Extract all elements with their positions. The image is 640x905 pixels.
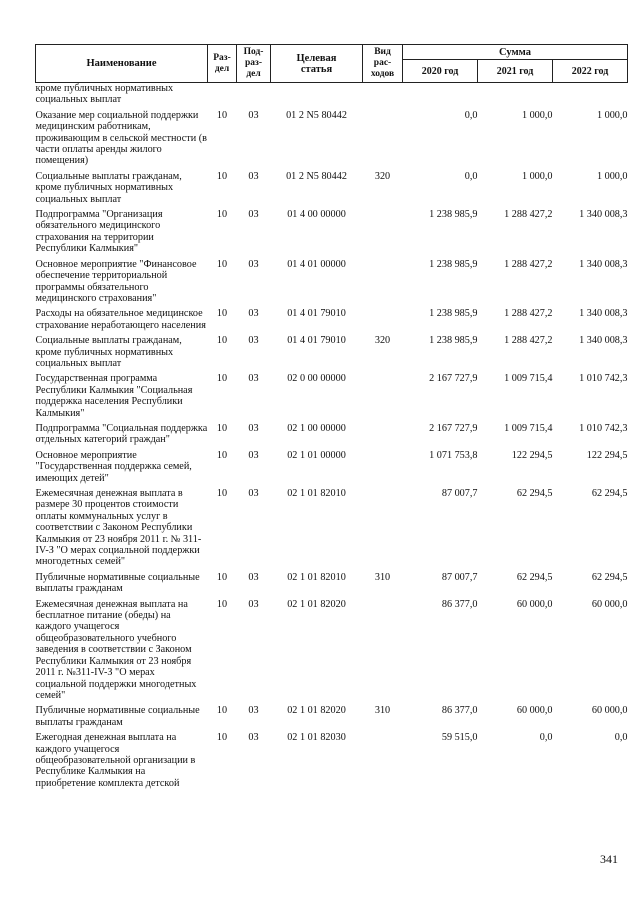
row-sum-2020: 0,0: [464, 170, 478, 182]
row-subsection: 03: [248, 449, 259, 461]
row-sum-2021: 60 000,0: [516, 705, 553, 717]
row-target: 01 4 00 00000: [287, 209, 346, 221]
row-target: 02 1 01 82010: [287, 488, 346, 499]
row-expense-type: [363, 208, 403, 258]
row-subsection: 03: [248, 488, 259, 499]
header-target: Целевая статья: [271, 45, 363, 83]
row-sum-2020: 1 238 985,9: [429, 209, 478, 221]
row-sum-2022: 1 340 008,3: [579, 209, 628, 221]
row-name: Подпрограмма "Организация обязательного медицинского страхования на территории Республики Калмыкия": [35, 209, 163, 255]
table-row: [36, 571, 628, 598]
row-sum-2022: 1 340 008,3: [579, 308, 628, 320]
row-name: Социальные выплаты гражданам, кроме публичных нормативных социальных выплат: [35, 335, 182, 369]
row-target: 01 2 N5 80442: [286, 109, 347, 121]
row-sum-2022: 60 000,0: [591, 705, 628, 717]
row-name: Публичные нормативные социальные выплаты гражданам: [35, 705, 200, 728]
row-name: Ежемесячная денежная выплата на бесплатное питание (обеды) на каждого учащегося общеобразовательного учебного заведения в соответствии с Законом Республики Калмыкия от 23 ноября 2011 г. №311-IV-З "О мерах социальной поддержки многодетных семей": [35, 598, 197, 701]
header-section: Раз- дел: [208, 45, 237, 83]
row-sum-2022: 60 000,0: [591, 598, 628, 610]
row-target: 01 2 N5 80442: [286, 170, 347, 182]
row-sum-2022: 0,0: [614, 732, 628, 744]
row-name: Подпрограмма "Социальная поддержка отдельных категорий граждан": [35, 422, 208, 446]
page-number: 341: [600, 852, 618, 866]
row-sum-2022: 1 340 008,3: [579, 258, 628, 270]
row-section: 10: [216, 170, 228, 182]
row-sum-2021: 1 288 427,2: [504, 335, 553, 347]
row-name: Основное мероприятие "Финансовое обеспечение территориальной программы обязательного медицинского страхования": [35, 258, 197, 304]
row-expense-type: 310: [374, 571, 391, 583]
row-expense-type: [363, 83, 403, 109]
row-sum-2021: 1 009 715,4: [504, 373, 553, 385]
row-sum-2020: 87 007,7: [441, 488, 478, 499]
row-sum-2020: [403, 83, 478, 109]
header-expense-type: Вид рас- ходов: [363, 45, 403, 83]
row-subsection: 03: [248, 209, 259, 221]
row-sum-2022: 1 340 008,3: [579, 335, 628, 347]
table-row: [36, 258, 628, 308]
row-name: Государственная программа Республики Калмыкия "Социальная поддержка населения Республики Калмыкия": [35, 373, 193, 419]
row-sum-2020: 2 167 727,9: [429, 422, 478, 434]
row-sum-2022: 1 010 742,3: [579, 373, 628, 385]
row-sum-2021: 1 009 715,4: [504, 422, 553, 434]
row-expense-type: [363, 258, 403, 308]
header-sum: Сумма: [403, 45, 628, 60]
row-sum-2020: 0,0: [464, 109, 478, 121]
row-section: 10: [216, 732, 228, 744]
row-subsection: 03: [248, 170, 259, 182]
row-target: 02 1 00 00000: [287, 422, 346, 434]
row-subsection: 03: [248, 258, 259, 270]
row-target: 02 1 01 82030: [287, 732, 346, 744]
row-target: 02 1 01 82010: [287, 571, 346, 583]
row-expense-type: [363, 731, 403, 792]
row-sum-2022: 62 294,5: [591, 488, 628, 499]
row-subsection: 03: [248, 109, 259, 121]
row-target: 02 0 00 00000: [287, 373, 346, 385]
header-subsection: Под- раз- дел: [237, 45, 271, 83]
row-subsection: 03: [248, 308, 259, 320]
row-target: 01 4 01 00000: [287, 258, 346, 270]
row-target: 02 1 01 82020: [287, 598, 346, 610]
row-sum-2021: [478, 83, 553, 109]
row-sum-2021: 62 294,5: [516, 488, 553, 499]
row-sum-2021: 0,0: [539, 732, 553, 744]
row-subsection: 03: [248, 598, 259, 610]
row-section: 10: [216, 422, 228, 434]
row-subsection: 03: [248, 732, 259, 744]
row-expense-type: [363, 487, 403, 571]
row-name: Социальные выплаты гражданам, кроме публичных нормативных социальных выплат: [35, 170, 182, 205]
row-sum-2020: 87 007,7: [441, 571, 478, 583]
table-row: [36, 334, 628, 372]
row-sum-2022: 62 294,5: [591, 571, 628, 583]
table-row: [36, 449, 628, 487]
row-section: 10: [216, 209, 228, 221]
row-sum-2021: 1 000,0: [521, 170, 553, 182]
row-subsection: 03: [248, 422, 259, 434]
row-subsection: 03: [248, 335, 259, 347]
row-expense-type: [363, 422, 403, 449]
row-expense-type: 320: [374, 170, 391, 182]
row-name: Публичные нормативные социальные выплаты гражданам: [35, 571, 200, 595]
row-sum-2020: 1 238 985,9: [429, 308, 478, 320]
row-expense-type: [363, 109, 403, 170]
table-row: [36, 598, 628, 705]
header-year-2020: 2020 год: [403, 60, 478, 83]
header-year-2022: 2022 год: [553, 60, 628, 83]
row-name: Расходы на обязательное медицинское страхование неработающего населения: [35, 308, 206, 331]
table-row: [36, 422, 628, 449]
row-name: Ежемесячная денежная выплата в размере 30 процентов стоимости оплаты коммунальных услуг в соответствии с Законом Республики Калмыкия от 23 ноября 2011 г. № 311-IV-З "О мерах социальной поддержки многодетных семей": [35, 488, 202, 568]
row-sum-2022: [553, 83, 628, 109]
budget-table: [35, 44, 628, 792]
row-section: 10: [216, 308, 228, 320]
row-sum-2021: 122 294,5: [511, 449, 553, 461]
row-section: 10: [216, 258, 228, 270]
row-expense-type: 320: [374, 335, 391, 347]
table-row: [36, 109, 628, 170]
row-sum-2022: 1 000,0: [596, 170, 628, 182]
row-section: 10: [216, 335, 228, 347]
row-name: Ежегодная денежная выплата на каждого учащегося общеобразовательной организации в Республике Калмыкия на приобретение комплекта детской: [35, 732, 196, 789]
header-year-2021: 2021 год: [478, 60, 553, 83]
row-target: [271, 83, 363, 109]
row-sum-2022: 122 294,5: [586, 449, 628, 461]
row-section: 10: [216, 449, 228, 461]
row-expense-type: 310: [374, 705, 391, 717]
table-row: [36, 170, 628, 208]
row-target: 02 1 01 82020: [287, 705, 346, 717]
row-expense-type: [363, 307, 403, 334]
row-sum-2020: 59 515,0: [441, 732, 478, 744]
row-sum-2020: 2 167 727,9: [429, 373, 478, 385]
row-sum-2020: 1 071 753,8: [429, 449, 478, 461]
row-subsection: 03: [248, 705, 259, 717]
row-sum-2021: 62 294,5: [516, 571, 553, 583]
table-row: [36, 83, 628, 109]
row-subsection: 03: [248, 373, 259, 385]
table-row: [36, 704, 628, 731]
row-expense-type: [363, 372, 403, 422]
table-row: [36, 487, 628, 571]
table-row: [36, 372, 628, 422]
row-subsection: [237, 83, 271, 109]
row-sum-2021: 1 288 427,2: [504, 209, 553, 221]
table-row: [36, 307, 628, 334]
row-name: Оказание мер социальной поддержки медицинским работникам, проживающим в сельской местности (в части оплаты аренды жилого помещения): [35, 109, 207, 167]
row-sum-2022: 1 000,0: [596, 109, 628, 121]
row-sum-2020: 86 377,0: [441, 705, 478, 717]
header-name: Наименование: [36, 45, 208, 83]
row-section: 10: [216, 598, 228, 610]
row-sum-2020: 1 238 985,9: [429, 258, 478, 270]
row-expense-type: [363, 449, 403, 487]
row-target: 01 4 01 79010: [287, 335, 346, 347]
table-body: [36, 83, 628, 793]
row-section: 10: [216, 571, 228, 583]
row-sum-2021: 60 000,0: [516, 598, 553, 610]
row-section: [208, 83, 237, 109]
row-name: Основное мероприятие "Государственная поддержка семей, имеющих детей": [35, 449, 192, 484]
row-sum-2021: 1 288 427,2: [504, 258, 553, 270]
row-sum-2022: 1 010 742,3: [579, 422, 628, 434]
table-row: [36, 731, 628, 792]
row-name: кроме публичных нормативных социальных выплат: [35, 83, 174, 106]
row-target: 02 1 01 00000: [287, 449, 346, 461]
table-row: [36, 208, 628, 258]
row-sum-2020: 86 377,0: [441, 598, 478, 610]
row-expense-type: [363, 598, 403, 705]
row-section: 10: [216, 705, 228, 717]
row-section: 10: [216, 373, 228, 385]
row-sum-2021: 1 288 427,2: [504, 308, 553, 320]
row-target: 01 4 01 79010: [287, 308, 346, 320]
row-section: 10: [216, 109, 228, 121]
row-section: 10: [216, 488, 228, 499]
row-sum-2020: 1 238 985,9: [429, 335, 478, 347]
row-sum-2021: 1 000,0: [521, 109, 553, 121]
row-subsection: 03: [248, 571, 259, 583]
table-header: [36, 45, 628, 83]
